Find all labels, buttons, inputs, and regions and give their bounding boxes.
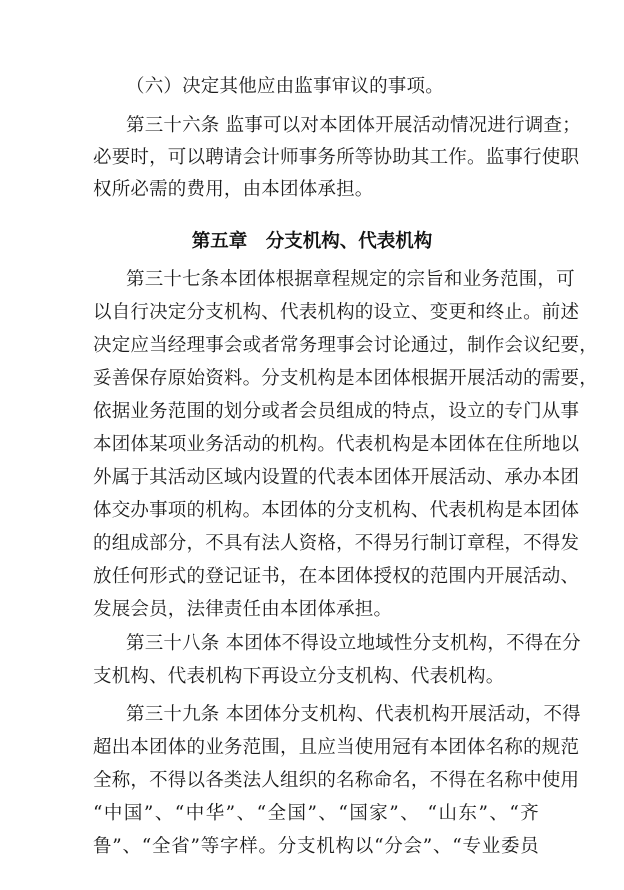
paragraph-line: 放任何形式的登记证书，在本团体授权的范围内开展活动、 (93, 566, 580, 587)
paragraph-line: 第三十七条本团体根据章程规定的宗旨和业务范围，可 (126, 269, 575, 290)
paragraph-line: 以自行决定分支机构、代表机构的设立、变更和终止。前述 (93, 302, 580, 323)
paragraph-line: 必要时，可以聘请会计师事务所等协助其工作。监事行使职 (93, 147, 580, 168)
paragraph-line: 妥善保存原始资料。分支机构是本团体根据开展活动的需要， (93, 368, 598, 389)
chapter-heading: 第五章 分支机构、代表机构 (191, 231, 433, 252)
paragraph-line: 发展会员，法律责任由本团体承担。 (93, 599, 393, 620)
paragraph-line: 第三十八条 本团体不得设立地域性分支机构，不得在分 (126, 633, 581, 654)
paragraph-line: 决定应当经理事会或者常务理事会讨论通过，制作会议纪要， (93, 335, 598, 356)
paragraph-line: “中国”、“中华”、“全国”、“国家”、 “山东”、“齐 (93, 803, 539, 824)
paragraph-line: 的组成部分，不具有法人资格，不得另行制订章程，不得发 (93, 533, 580, 554)
paragraph-line: 权所必需的费用，由本团体承担。 (93, 179, 374, 200)
paragraph-line: 超出本团体的业务范围，且应当使用冠有本团体名称的规范 (93, 737, 580, 758)
paragraph-line: 支机构、代表机构下再设立分支机构、代表机构。 (93, 666, 505, 687)
paragraph-line: 第三十六条 监事可以对本团体开展活动情况进行调查； (126, 115, 581, 136)
paragraph-line: 全称，不得以各类法人组织的名称命名，不得在名称中使用 (93, 770, 580, 791)
paragraph-line: 第三十九条 本团体分支机构、代表机构开展活动，不得 (126, 704, 581, 725)
paragraph-line: 本团体某项业务活动的机构。代表机构是本团体在住所地以 (93, 434, 580, 455)
paragraph-line: 依据业务范围的划分或者会员组成的特点，设立的专门从事 (93, 401, 580, 422)
paragraph-line: 外属于其活动区域内设置的代表本团体开展活动、承办本团 (93, 467, 580, 488)
paragraph-line: 体交办事项的机构。本团体的分支机构、代表机构是本团体 (93, 500, 580, 521)
paragraph-line: （六）决定其他应由监事审议的事项。 (126, 76, 444, 97)
paragraph-line: 鲁”、“全省”等字样。分支机构以“分会”、“专业委员 (93, 836, 539, 857)
